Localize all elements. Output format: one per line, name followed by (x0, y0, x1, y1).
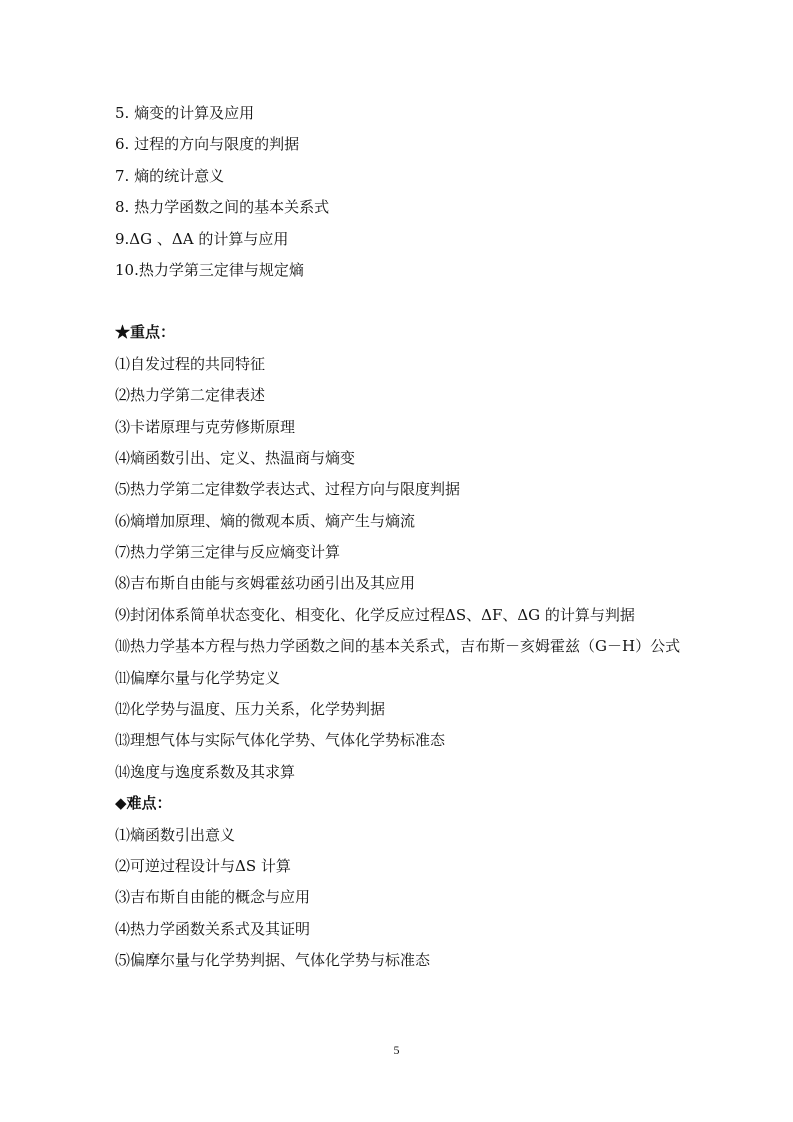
key-point-item: ⑵热力学第二定律表述 (115, 386, 266, 405)
difficult-points-heading: ◆难点： (115, 794, 172, 813)
difficult-point-item: ⑷热力学函数关系式及其证明 (115, 919, 311, 938)
outline-item: 5. 熵变的计算及应用 (115, 104, 255, 122)
outline-item: 8. 热力学函数之间的基本关系式 (115, 198, 330, 217)
key-point-item: ⑷熵函数引出、定义、热温商与熵变 (115, 448, 356, 467)
outline-item: 10.热力学第三定律与规定熵 (115, 260, 304, 279)
key-point-item: ⑶卡诺原理与克劳修斯原理 (115, 417, 296, 436)
key-point-item: ⑿化学势与温度、压力关系，化学势判据 (115, 700, 386, 719)
key-point-item: ⑾偏摩尔量与化学势定义 (115, 668, 281, 687)
key-point-item: ⑹熵增加原理、熵的微观本质、熵产生与熵流 (115, 511, 416, 530)
page-content (115, 98, 685, 977)
key-point-item: ⑼封闭体系简单状态变化、相变化、化学反应过程ΔS、ΔF、ΔG 的计算与判据 (115, 605, 635, 624)
difficult-point-item: ⑶吉布斯自由能的概念与应用 (115, 888, 311, 907)
key-points-heading: ★重点： (115, 323, 176, 342)
page-number: 5 (393, 1043, 400, 1057)
difficult-point-item: ⑸偏摩尔量与化学势判据、气体化学势与标准态 (115, 951, 431, 970)
key-point-item: ⑽热力学基本方程与热力学函数之间的基本关系式，吉布斯－亥姆霍兹（G－H）公式 (115, 637, 681, 656)
key-point-item: ⑺热力学第三定律与反应熵变计算 (115, 543, 341, 562)
key-point-item: ⑴自发过程的共同特征 (115, 354, 266, 373)
outline-item: 6. 过程的方向与限度的判据 (115, 135, 300, 154)
difficult-point-item: ⑵可逆过程设计与ΔS 计算 (115, 857, 291, 875)
key-point-item: ⑻吉布斯自由能与亥姆霍兹功函引出及其应用 (115, 574, 416, 593)
key-point-item: ⑸热力学第二定律数学表达式、过程方向与限度判据 (115, 480, 461, 499)
outline-item: 7. 熵的统计意义 (115, 166, 225, 185)
key-point-item: ⒀理想气体与实际气体化学势、气体化学势标准态 (115, 731, 446, 750)
outline-item: 9.ΔG 、ΔA 的计算与应用 (115, 229, 289, 248)
key-point-item: ⒁逸度与逸度系数及其求算 (115, 762, 296, 781)
difficult-point-item: ⑴熵函数引出意义 (115, 825, 236, 844)
section-spacer (115, 286, 685, 317)
